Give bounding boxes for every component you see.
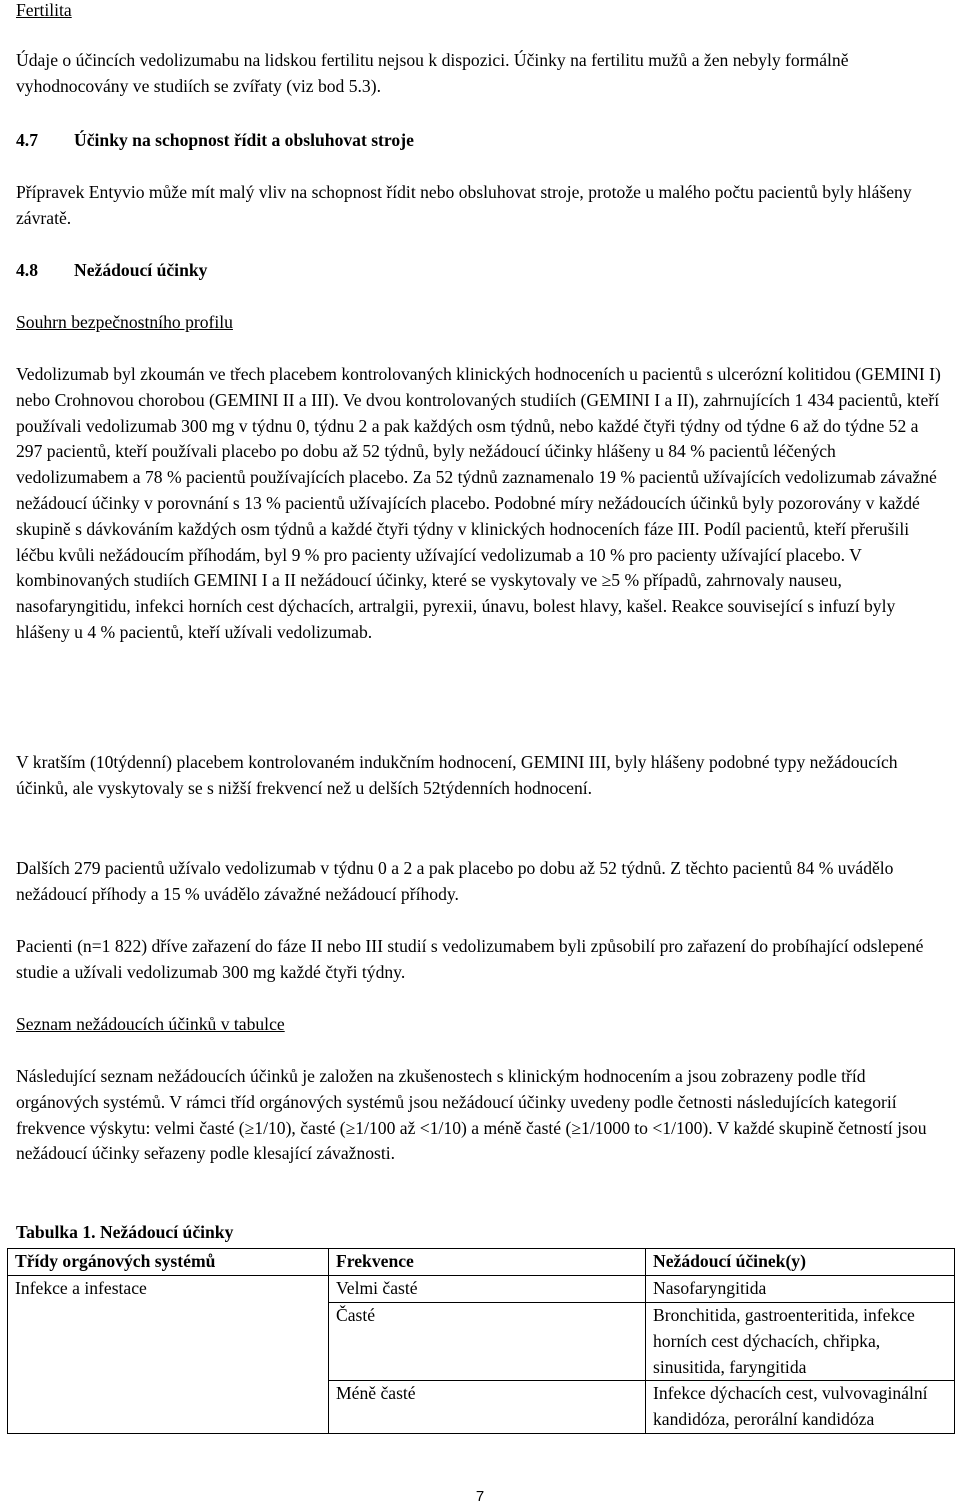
table-header-row (8, 1249, 955, 1276)
table-cell: Velmi časté (329, 1275, 646, 1302)
section-title: Účinky na schopnost řídit a obsluhovat stroje (74, 130, 414, 150)
paragraph: Vedolizumab byl zkoumán ve třech placebem kontrolovaných klinických hodnoceních u pacientů s ulcerózní kolitidou (GEMINI I) nebo Crohnovou chorobou (GEMINI II a III). Ve dvou kontrolovaných studiích (GEMINI I a II), zahrnujících 1 434 pacientů, kteří používali vedolizumab 300 mg v týdnu 0, týdnu 2 a pak každých osm týdnů, nebo každé čtyři týdny od týdne 6 až do týdne 52 a 297 pacientů, kteří používali placebo po dobu až 52 týdnů, byly nežádoucí účinky hlášeny u 84 % pacientů léčených vedolizumabem a 78 % pacientů používajících placebo. Za 52 týdnů zaznamenalo 19 % pacientů užívajících vedolizumab závažné nežádoucí účinky v porovnání s 13 % pacientů užívajících placebo. Podobné míry nežádoucích účinků byly pozorovány v každé skupině s dávkováním každých osm týdnů a každé čtyři týdny v klinických hodnoceních fáze III. Podíl pacientů, kteří přerušili léčbu kvůli nežádoucím příhodám, byl 9 % pro pacienty užívající vedolizumab a 10 % pro pacienty užívající placebo. V kombinovaných studiích GEMINI I a II nežádoucí účinky, které se vyskytovaly ve ≥5 % případů, zahrnovaly nauseu, nasofaryngitidu, infekci horních cest dýchacích, artralgii, pyrexii, únavu, bolest hlavy, kašel. Reakce související s infuzí byly hlášeny u 4 % pacientů, kteří užívali vedolizumab. (16, 364, 941, 642)
paragraph: Dalších 279 pacientů užívalo vedolizumab v týdnu 0 a 2 a pak placebo po dobu až 52 týdnů. Z těchto pacientů 84 % uvádělo nežádoucí příhody a 15 % uvádělo závažné nežádoucí příhody. (16, 858, 894, 904)
fertility-paragraph: Údaje o účincích vedolizumabu na lidskou fertilitu nejsou k dispozici. Účinky na fertilitu mužů a žen nebyly formálně vyhodnocovány ve studiích se zvířaty (viz bod 5.3). (16, 50, 849, 96)
section-4-8-heading (16, 258, 944, 284)
table-header-cell: Třídy orgánových systémů (8, 1249, 329, 1276)
table-list-subheading: Seznam nežádoucích účinků v tabulce (16, 1014, 285, 1034)
section-4-7-heading (16, 128, 944, 154)
table-cell: Infekce dýchacích cest, vulvovaginální kandidóza, perorální kandidóza (646, 1381, 955, 1434)
table-cell (8, 1381, 329, 1434)
adverse-reactions-table (7, 1248, 955, 1434)
table-cell: Nasofaryngitida (646, 1275, 955, 1302)
section-number: 4.7 (16, 130, 38, 150)
table-cell (8, 1303, 329, 1381)
table-row (8, 1275, 955, 1302)
table-cell: Bronchitida, gastroenteritida, infekce horních cest dýchacích, chřipka, sinusitida, faryngitida (646, 1303, 955, 1381)
paragraph: V kratším (10týdenní) placebem kontrolovaném indukčním hodnocení, GEMINI III, byly hlášeny podobné typy nežádoucích účinků, ale vyskytovaly se s nižší frekvencí než u delších 52týdenních hodnocení. (16, 752, 898, 798)
table-header-cell: Frekvence (329, 1249, 646, 1276)
paragraph: Následující seznam nežádoucích účinků je založen na zkušenostech s klinickým hodnocením a jsou zobrazeny podle tříd orgánových systémů. V rámci tříd orgánových systémů jsou nežádoucí účinky uvedeny podle četnosti následujících kategorií frekvence výskytu: velmi časté (≥1/10), časté (≥1/100 až <1/10) a méně časté (≥1/1000 to <1/100). V každé skupině četností jsou nežádoucí účinky seřazeny podle klesající závažnosti. (16, 1066, 927, 1164)
table-row (8, 1381, 955, 1434)
safety-profile-subheading: Souhrn bezpečnostního profilu (16, 312, 233, 332)
section-number: 4.8 (16, 260, 38, 280)
section-title: Nežádoucí účinky (74, 260, 208, 280)
page-number: 7 (475, 1488, 485, 1505)
table-caption: Tabulka 1. Nežádoucí účinky (16, 1222, 234, 1242)
paragraph: Pacienti (n=1 822) dříve zařazení do fáze II nebo III studií s vedolizumabem byli způsobilí pro zařazení do probíhající odslepené studie a užívali vedolizumab 300 mg každé čtyři týdny. (16, 936, 924, 982)
table-cell: Infekce a infestace (8, 1275, 329, 1302)
table-cell: Méně časté (329, 1381, 646, 1434)
table-row (8, 1303, 955, 1381)
table-header-cell: Nežádoucí účinek(y) (646, 1249, 955, 1276)
table-cell: Časté (329, 1303, 646, 1381)
section-4-7-paragraph: Přípravek Entyvio může mít malý vliv na schopnost řídit nebo obsluhovat stroje, protože u malého počtu pacientů byly hlášeny závratě. (16, 182, 912, 228)
fertility-heading: Fertilita (16, 0, 72, 20)
